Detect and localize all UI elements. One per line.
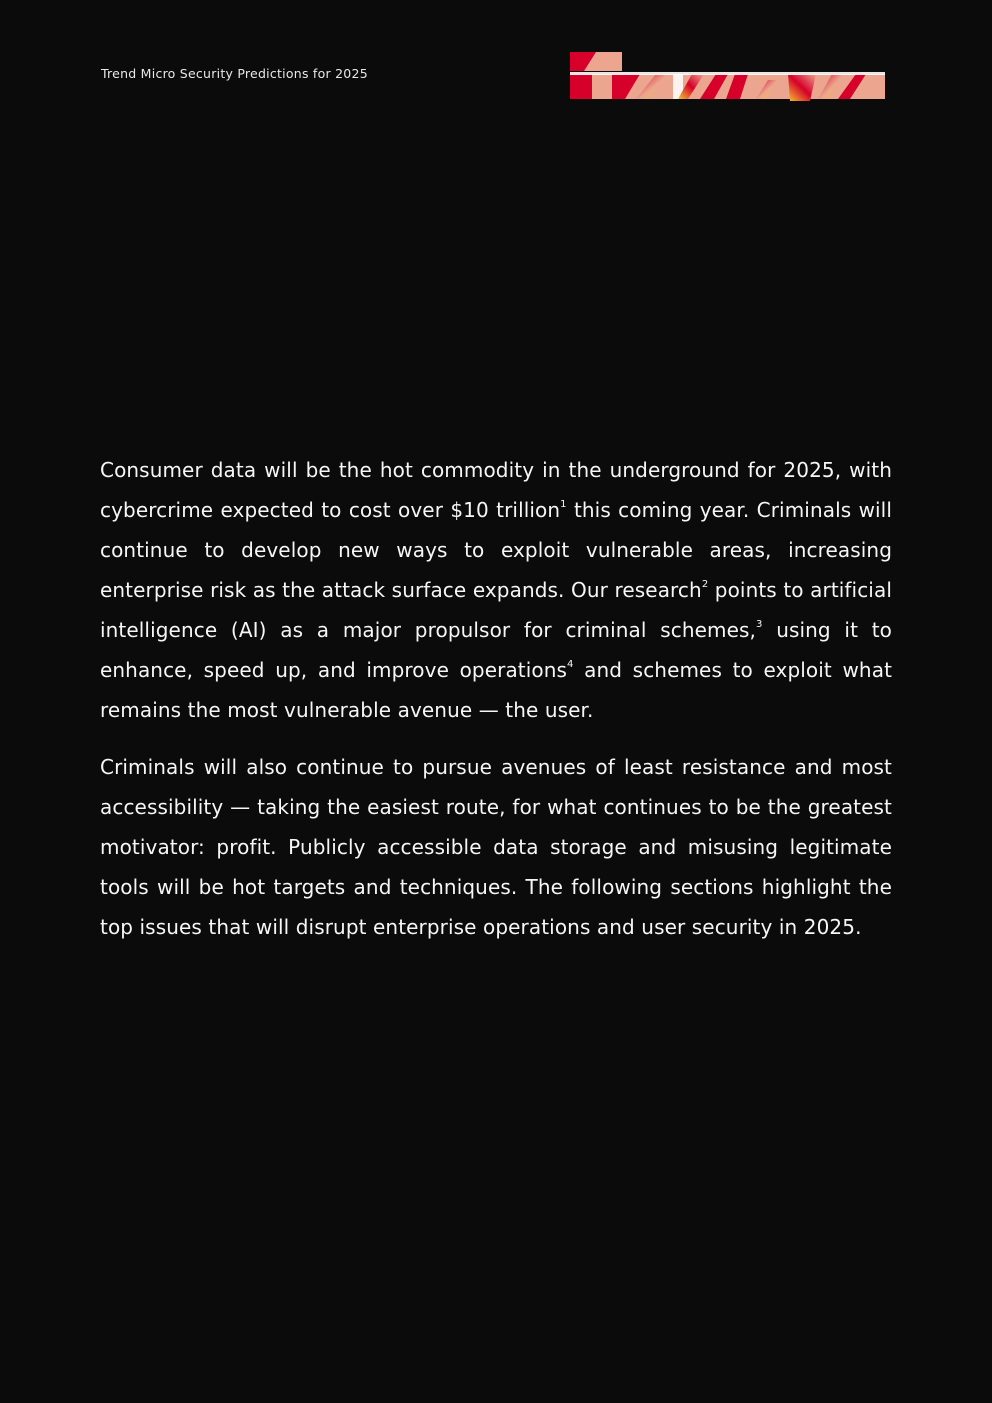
intro-text: this coming year. Criminals will continue to develop new ways to exploit vulnerable areas, increasing enterprise risk as the attack surface expands. Our research	[100, 498, 892, 602]
intro-text: using it to enhance, speed up, and improve operations	[100, 618, 892, 682]
intro-text: points to artificial intelligence (AI) as a major propulsor for criminal schemes,	[100, 578, 892, 642]
banner-tile	[570, 74, 592, 99]
footnote-ref[interactable]: 4	[567, 659, 574, 671]
footnote-ref[interactable]: 2	[701, 579, 709, 591]
page-header-title: Trend Micro Security Predictions for 2025	[101, 66, 368, 81]
intro-paragraph	[100, 450, 892, 730]
intro-text: and schemes to exploit what remains the most vulnerable avenue — the user.	[100, 658, 893, 722]
body-text	[100, 450, 892, 947]
second-paragraph: Criminals will also continue to pursue avenues of least resistance and most accessibility — taking the easiest route, for what continues to be the greatest motivator: profit. Publicly accessible data storage and misusing legitimate tools will be hot targets and techniques. The following sections highlight the top issues that will disrupt enterprise operations and user security in 2025.	[100, 755, 892, 939]
footnote-ref[interactable]: 1	[560, 499, 567, 511]
footnote-ref[interactable]: 3	[756, 619, 763, 631]
brand-banner-graphic	[570, 52, 885, 102]
intro-text: Consumer data will be the hot commodity in the underground for 2025, with cybercrime expected to cost over $10 trillion	[100, 458, 892, 522]
banner-highlight	[570, 72, 885, 75]
